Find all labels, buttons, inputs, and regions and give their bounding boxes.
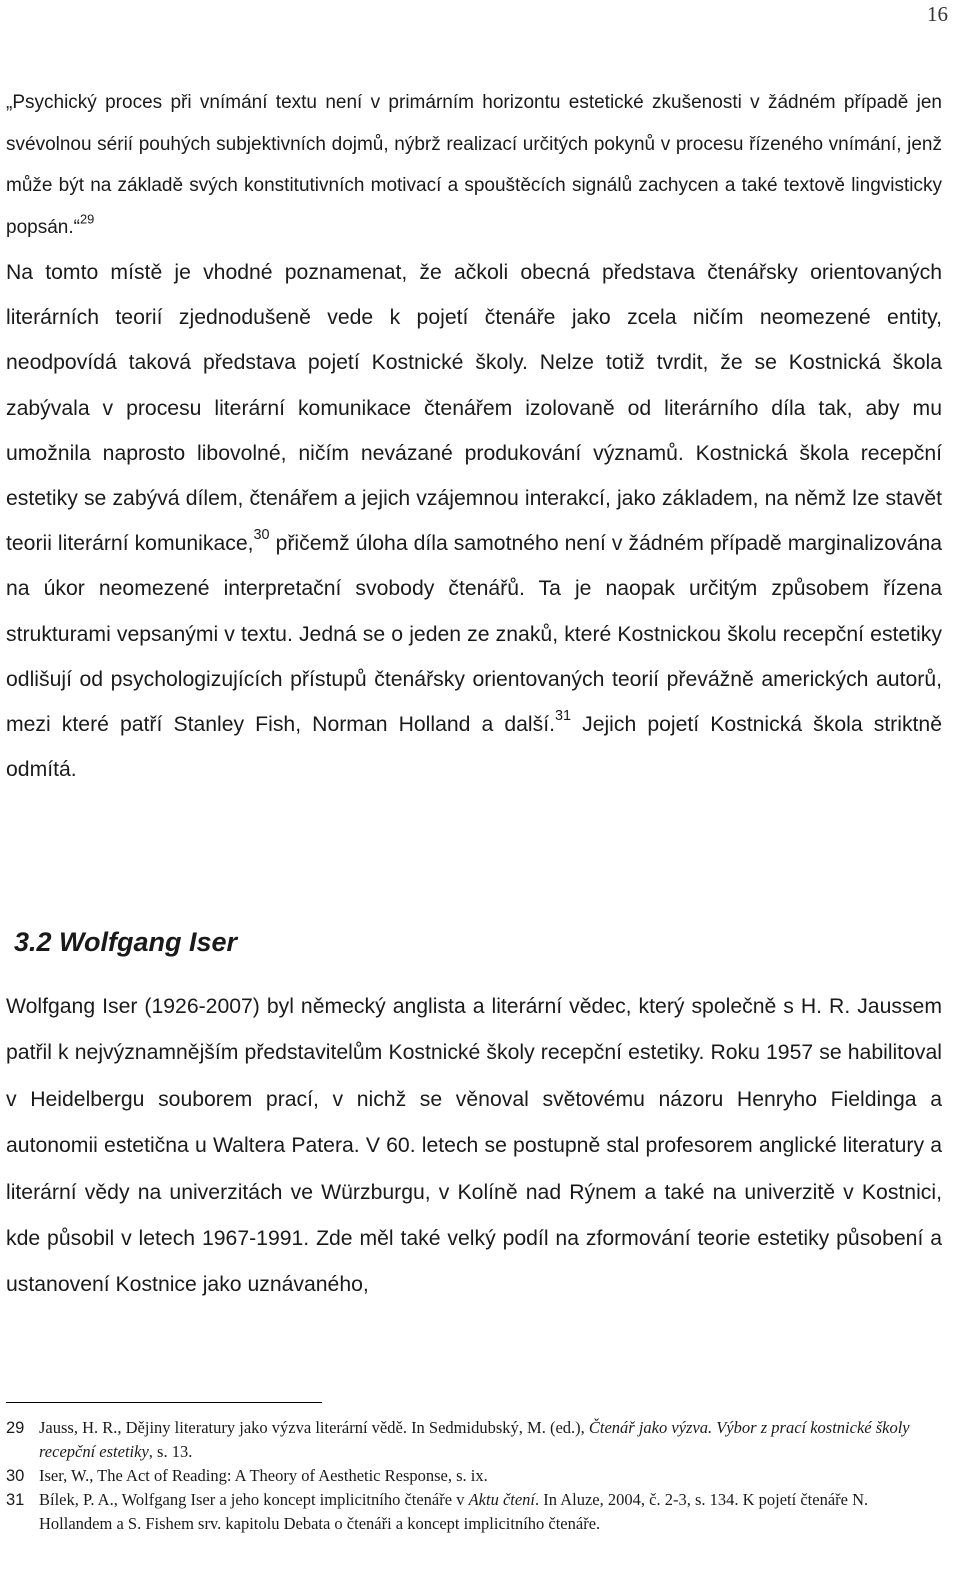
footnote-30 <box>6 1464 942 1488</box>
footnote-ref-30: 30 <box>253 527 270 544</box>
body-paragraph-1 <box>6 250 942 792</box>
footnote-text <box>39 1416 942 1464</box>
footnote-text-part: Jauss, H. R., Dějiny literatury jako výzva literární vědě. In Sedmidubský, M. (ed.), <box>39 1418 589 1437</box>
section-heading: 3.2 Wolfgang Iser <box>14 927 238 957</box>
footnote-text <box>39 1488 942 1536</box>
footnote-title-italic: Čtenář jako výzva. Výbor z prací kostnické školy recepční estetiky <box>39 1418 910 1461</box>
footnote-31 <box>6 1488 942 1536</box>
footnote-title-italic: Aktu čtení <box>468 1490 536 1509</box>
quote-text: „Psychický proces při vnímání textu není v primárním horizontu estetické zkušenosti v žádném případě jen svévolnou sérií pouhých subjektivních dojmů, nýbrž realizací určitých pokynů v procesu řízeného vnímání, jenž může být na základě svých konstitutivních motivací a spouštěcích signálů zachycen a také textově lingvisticky popsán.“ <box>6 92 942 239</box>
footnotes <box>6 1416 942 1536</box>
footnote-text-part: , s. 13. <box>148 1442 193 1461</box>
footnote-number: 30 <box>6 1467 25 1485</box>
footnote-text-part: Bílek, P. A., Wolfgang Iser a jeho koncept implicitního čtenáře v <box>39 1490 469 1509</box>
paragraph-text: Jejich pojetí Kostnická škola striktně odmítá. <box>6 713 942 782</box>
footnote-ref-29: 29 <box>79 211 95 227</box>
quote-paragraph <box>6 82 942 249</box>
page-number: 16 <box>927 2 948 26</box>
footnote-text <box>39 1464 942 1488</box>
footnote-text-part: . In Aluze, 2004, č. 2-3, s. 134. K pojetí čtenáře N. Hollandem a S. Fishem srv. kapitolu Debata o čtenáři a koncept implicitního čtenáře. <box>39 1490 869 1533</box>
footnote-29 <box>6 1416 942 1464</box>
body-paragraph-2: Wolfgang Iser (1926-2007) byl německý anglista a literární vědec, který společně s H. R. Jaussem patřil k nejvýznamnějším představitelům Kostnické školy recepční estetiky. Roku 1957 se habilitoval v Heidelbergu souborem prací, v nichž se věnoval světovému názoru Henryho Fieldinga a autonomii estetična u Waltera Patera. V 60. letech se postupně stal profesorem anglické literatury a literární vědy na univerzitách ve Würzburgu, v Kolíně nad Rýnem a také na univerzitě v Kostnici, kde působil v letech 1967-1991. Zde měl také velký podíl na zformování teorie estetiky působení a ustanovení Kostnice jako uznávaného, <box>6 995 942 1297</box>
paragraph-text: přičemž úloha díla samotného není v žádném případě marginalizována na úkor neomezené interpretační svobody čtenářů. Ta je naopak určitým způsobem řízena strukturami vepsanými v textu. Jedná se o jeden ze znaků, které Kostnickou školu recepční estetiky odlišují od psychologizujících přístupů čtenářsky orientovaných teorií převážně amerických autorů, mezi které patří Stanley Fish, Norman Holland a další. <box>6 532 943 737</box>
footnote-divider <box>6 1402 322 1403</box>
footnote-ref-31: 31 <box>555 708 572 725</box>
footnote-text-part: Iser, W., The Act of Reading: A Theory of Aesthetic Response, s. ix. <box>39 1466 488 1485</box>
footnote-number: 31 <box>6 1491 25 1509</box>
footnote-number: 29 <box>6 1419 25 1437</box>
paragraph-text: Na tomto místě je vhodné poznamenat, že ačkoli obecná představa čtenářsky orientovaných literárních teorií zjednodušeně vede k pojetí čtenáře jako zcela ničím neomezené entity, neodpovídá taková představa pojetí Kostnické školy. Nelze totiž tvrdit, že se Kostnická škola zabývala v procesu literární komunikace čtenářem izolovaně od literárního díla tak, aby mu umožnila naprosto libovolné, ničím nevázané produkování významů. Kostnická škola recepční estetiky se zabývá dílem, čtenářem a jejich vzájemnou interakcí, jako základem, na němž lze stavět teorii literární komunikace, <box>6 261 942 556</box>
